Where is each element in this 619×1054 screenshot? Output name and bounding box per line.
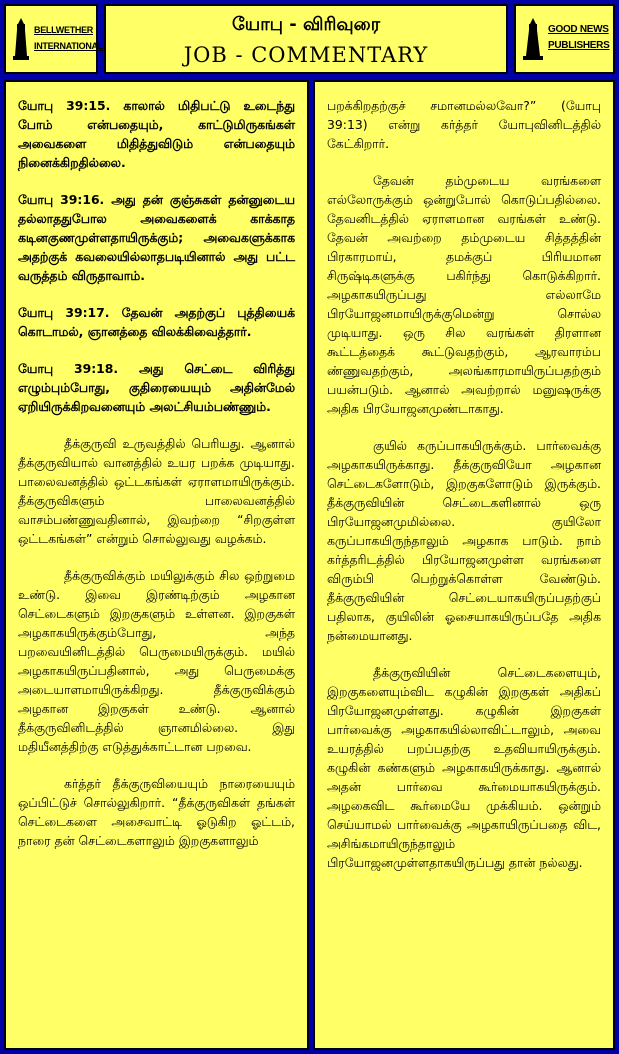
title-english: JOB - COMMENTARY <box>183 43 429 67</box>
lighthouse-icon <box>12 18 30 62</box>
commentary-paragraph: தேவன் தம்முடைய வரங்களை எல்லோருக்கும் ஒன்றுபோல் கொடுப்பதில்லை. தேவனிடத்தில் ஏராளமான வரங்கள் உண்டு. தேவன் அவற்றை தம்முடைய சித்தத்தின் பிரகாரமாய், தமக்குப் பிரியமான சிருஷ்டிகளுக்கு பகிர்ந்து கொடுக்கிறார். அழகாகயிருப்பது எல்லாமே பிரயோஜனமாயிருக்குமென்று சொல்ல முடியாது. ஒரு சில வரங்கள் திரளான கூட்டத்தைக் கூட்டுவதற்கும், ஆரவாரம்ப ண்ணுவதற்கும், அலங்காரமாயிருப்பதற்கும் பயன்படும். ஆனால் அவற்றால் மனுஷருக்கு அதிக பிரயோஜனமுண்டாகாது. <box>327 173 601 416</box>
bellwether-logo-box <box>4 4 103 74</box>
goodnews-logo-box <box>514 4 615 74</box>
goodnews-logo <box>522 14 609 68</box>
right-column <box>313 80 615 1050</box>
commentary-paragraph: தீக்குருவிக்கும் மயிலுக்கும் சில ஒற்றுமை உண்டு. இவை இரண்டிற்கும் அழகான செட்டைகளும் இறகுகளும் உள்ளன. இறகுகள் அழகாகயிருக்கும்போது, அந்த பறவையினிடத்தில் பெருமையிருக்கும். மயில் அழகாகயிருப்பதினால், அது பெருமைக்கு அடையாளமாயிருக்கிறது. தீக்குருவிக்கும் அழகான இறகுகள் உண்டு. ஆனால் தீக்குருவினிடத்தில் ஞானமில்லை. இது மதியீனத்திற்கு எடுத்துக்காட்டான பறவை. <box>18 568 295 754</box>
verse-39-18: யோபு 39:18. அது செட்டை விரித்து எழும்பும்போது, குதிரையையும் அதின்மேல் ஏறியிருக்கிறவனையும் அலட்சியம்பண்ணும். <box>18 361 295 414</box>
verse-39-17: யோபு 39:17. தேவன் அதற்குப் புத்தியைக் கொடாமல், ஞானத்தை விலக்கிவைத்தார். <box>18 305 295 339</box>
commentary-paragraph: தீக்குருவியின் செட்டைகளையும், இறகுகளையும்விட கழுகின் இறகுகள் அதிகப் பிரயோஜனமுள்ளது. கழுகின் இறகுகள் பார்வைக்கு அழகாகயில்லாவிட்டாலும், அவை உயரத்தில் பறப்பதற்கு உதவியாயிருக்கும். கழுகின் கண்களும் அழகாகயிருக்காது. ஆனால் அதன் பார்வை கூர்மையாகயிருக்கும். அழகைவிட கூர்மையே முக்கியம். ஒன்றும் செய்யாமல் பார்வைக்கு அழகாயிருப்பதை விட, அசிங்கமாயிருந்தாலும் பிரயோஜனமுள்ளதாகயிருப்பது தான் நல்லது. <box>327 665 601 870</box>
commentary-paragraph: தீக்குருவி உருவத்தில் பெரியது. ஆனால் தீக்குருவியால் வானத்தில் உயர பறக்க முடியாது. பாலைவனத்தில் ஒட்டகங்கள் ஏராளமாயிருக்கும். தீக்குருவிகளும் பாலைவனத்தில் வாசம்பண்ணுவதினால், இவற்றை “சிறகுள்ள ஒட்டகங்கள்” என்றும் சொல்லுவது வழக்கம். <box>18 436 295 546</box>
bellwether-logo <box>12 14 103 68</box>
commentary-paragraph: கர்த்தர் தீக்குருவியையும் நாரையையும் ஒப்பிட்டுச் சொல்லுகிறார். “தீக்குருவிகள் தங்கள் செட்டைகளை அசைவாட்டி ஓடுகிற ஓட்டம், நாரை தன் செட்டைகளாலும் இறகுகளாலும் <box>18 776 295 848</box>
left-column <box>4 80 309 1050</box>
commentary-paragraph: குயில் கருப்பாகயிருக்கும். பார்வைக்கு அழகாகயிருக்காது. தீக்குருவியோ அழகான செட்டைகளோடும், இறகுகளோடும் இருக்கும். தீக்குருவியின் செட்டைகளினால் ஒரு பிரயோஜனமுமில்லை. குயிலோ கருப்பாகயிருந்தாலும் அழகாக பாடும். நாம் கர்த்தரிடத்தில் பிரயோஜனமுள்ள வரங்களை விரும்பி பெற்றுக்கொள்ள வேண்டும். தீக்குருவியின் செட்டையாகயிருப்பதற்குப் பதிலாக, குயிலின் ஓசையாகயிருப்பதே அதிக நன்மையானது. <box>327 438 601 643</box>
header-title-box <box>104 4 508 74</box>
title-tamil: யோபு - விரிவுரை <box>231 14 380 35</box>
verse-39-15: யோபு 39:15. காலால் மிதிபட்டு உடைந்து போம் என்பதையும், காட்டுமிருகங்கள் அவைகளை மிதித்துவிடும் என்பதையும் நினைக்கிறதில்லை. <box>18 98 295 170</box>
lighthouse-icon <box>522 18 544 62</box>
verse-39-16: யோபு 39:16. அது தன் குஞ்சுகள் தன்னுடைய தல்லாததுபோல அவைகளைக் காக்காத கடினகுணமுள்ளதாயிருக்கும்; அவைகளுக்காக அதற்குக் கவலையில்லாதபடியினால் அது பட்ட வருத்தம் விருதாவாம். <box>18 192 295 283</box>
left-logo-line-2: INTERNATIONAL <box>34 41 103 51</box>
right-logo-line-1: GOOD NEWS <box>548 24 609 35</box>
right-logo-line-2: PUBLISHERS <box>548 40 610 51</box>
commentary-paragraph: பறக்கிறதற்குச் சமானமல்லவோ?” (யோபு 39:13) என்று கர்த்தர் யோபுவினிடத்தில் கேட்கிறார். <box>327 98 601 151</box>
left-logo-line-1: BELLWETHER <box>34 25 93 35</box>
